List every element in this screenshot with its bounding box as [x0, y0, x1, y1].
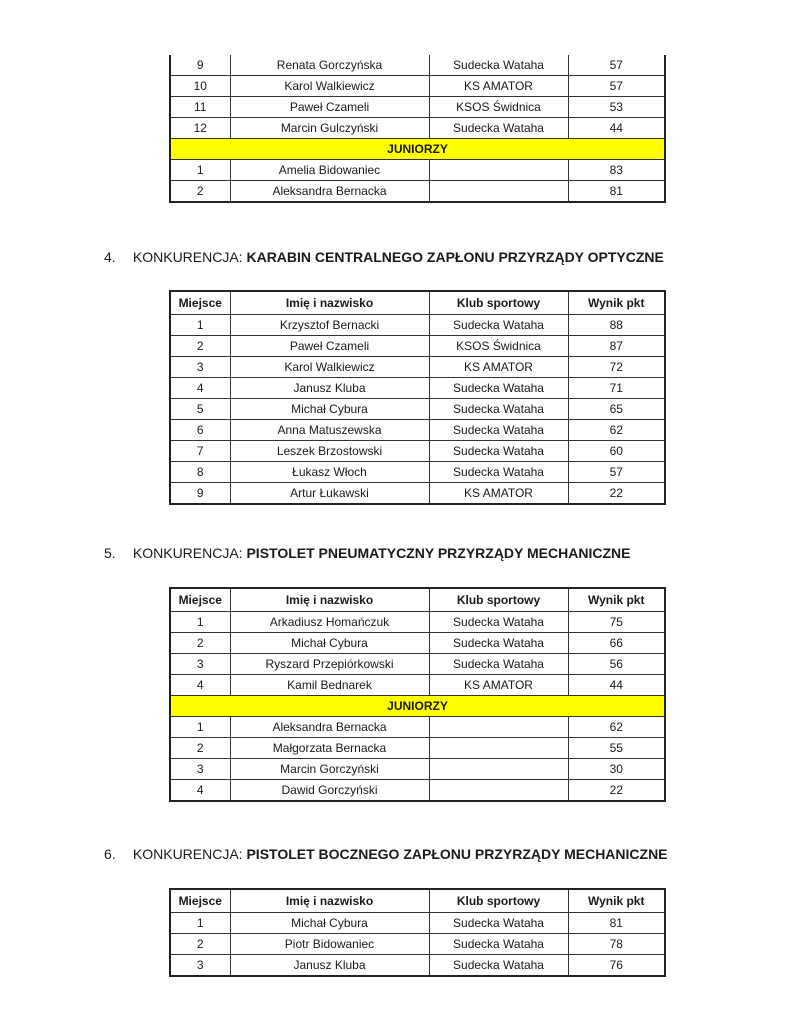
table-row	[170, 118, 665, 139]
cell-place: 2	[170, 633, 230, 654]
header-row	[170, 889, 665, 913]
column-header-name: Imię i nazwisko	[230, 291, 429, 315]
table-row	[170, 357, 665, 378]
cell-score: 55	[568, 738, 665, 759]
cell-name: Kamil Bednarek	[230, 675, 429, 696]
cell-place: 6	[170, 420, 230, 441]
cell-name: Paweł Czameli	[230, 336, 429, 357]
results-table-continued	[169, 55, 666, 203]
table-row	[170, 160, 665, 181]
cell-place: 5	[170, 399, 230, 420]
column-header-score: Wynik pkt	[568, 588, 665, 612]
cell-score: 60	[568, 441, 665, 462]
cell-name: Michał Cybura	[230, 633, 429, 654]
table-row	[170, 759, 665, 780]
table-row	[170, 913, 665, 934]
cell-score: 22	[568, 483, 665, 505]
cell-place: 3	[170, 654, 230, 675]
cell-name: Marcin Gorczyński	[230, 759, 429, 780]
cell-place: 3	[170, 759, 230, 780]
cell-place: 9	[170, 483, 230, 505]
cell-club: KS AMATOR	[429, 483, 568, 505]
cell-name: Paweł Czameli	[230, 97, 429, 118]
cell-name: Marcin Gulczyński	[230, 118, 429, 139]
cell-club: Sudecka Wataha	[429, 612, 568, 633]
cell-score: 62	[568, 717, 665, 738]
cell-name: Janusz Kluba	[230, 955, 429, 977]
table-row	[170, 76, 665, 97]
table-row	[170, 399, 665, 420]
cell-score: 88	[568, 315, 665, 336]
cell-name: Michał Cybura	[230, 399, 429, 420]
cell-place: 2	[170, 738, 230, 759]
cell-score: 57	[568, 76, 665, 97]
results-table-6	[169, 888, 666, 977]
cell-score: 83	[568, 160, 665, 181]
column-header-club: Klub sportowy	[429, 291, 568, 315]
cell-place: 4	[170, 675, 230, 696]
column-header-name: Imię i nazwisko	[230, 889, 429, 913]
cell-name: Leszek Brzostowski	[230, 441, 429, 462]
cell-club: Sudecka Wataha	[429, 118, 568, 139]
cell-name: Małgorzata Bernacka	[230, 738, 429, 759]
section-title: PISTOLET PNEUMATYCZNY PRZYRZĄDY MECHANICZNE	[246, 545, 631, 561]
table-row	[170, 441, 665, 462]
cell-score: 66	[568, 633, 665, 654]
column-header-club: Klub sportowy	[429, 588, 568, 612]
cell-club: Sudecka Wataha	[429, 441, 568, 462]
cell-name: Janusz Kluba	[230, 378, 429, 399]
cell-name: Arkadiusz Homańczuk	[230, 612, 429, 633]
cell-club	[429, 780, 568, 802]
cell-club: Sudecka Wataha	[429, 315, 568, 336]
cell-name: Piotr Bidowaniec	[230, 934, 429, 955]
cell-place: 8	[170, 462, 230, 483]
cell-score: 81	[568, 913, 665, 934]
juniors-label: JUNIORZY	[170, 696, 665, 717]
juniors-band	[170, 696, 665, 717]
cell-name: Łukasz Włoch	[230, 462, 429, 483]
cell-name: Aleksandra Bernacka	[230, 181, 429, 203]
table-row	[170, 315, 665, 336]
section-number: 6.	[104, 846, 116, 862]
section-number: 5.	[104, 545, 116, 561]
cell-club: KS AMATOR	[429, 357, 568, 378]
table-row	[170, 378, 665, 399]
cell-score: 65	[568, 399, 665, 420]
column-header-score: Wynik pkt	[568, 889, 665, 913]
juniors-label: JUNIORZY	[170, 139, 665, 160]
cell-score: 44	[568, 118, 665, 139]
cell-score: 53	[568, 97, 665, 118]
cell-club: Sudecka Wataha	[429, 913, 568, 934]
table-row	[170, 738, 665, 759]
cell-place: 2	[170, 336, 230, 357]
results-table-4	[169, 290, 666, 505]
cell-club: Sudecka Wataha	[429, 654, 568, 675]
cell-place: 7	[170, 441, 230, 462]
cell-name: Michał Cybura	[230, 913, 429, 934]
cell-place: 3	[170, 357, 230, 378]
cell-place: 4	[170, 378, 230, 399]
table-row	[170, 934, 665, 955]
cell-club	[429, 717, 568, 738]
cell-place: 11	[170, 97, 230, 118]
cell-score: 56	[568, 654, 665, 675]
cell-score: 78	[568, 934, 665, 955]
cell-score: 62	[568, 420, 665, 441]
cell-club: Sudecka Wataha	[429, 378, 568, 399]
cell-club: Sudecka Wataha	[429, 934, 568, 955]
juniors-band	[170, 139, 665, 160]
cell-club	[429, 160, 568, 181]
cell-score: 22	[568, 780, 665, 802]
cell-club: Sudecka Wataha	[429, 462, 568, 483]
column-header-club: Klub sportowy	[429, 889, 568, 913]
cell-club	[429, 738, 568, 759]
cell-name: Renata Gorczyńska	[230, 55, 429, 76]
cell-place: 12	[170, 118, 230, 139]
cell-place: 4	[170, 780, 230, 802]
cell-name: Amelia Bidowaniec	[230, 160, 429, 181]
cell-name: Karol Walkiewicz	[230, 76, 429, 97]
cell-place: 2	[170, 934, 230, 955]
cell-club: Sudecka Wataha	[429, 55, 568, 76]
table-row	[170, 780, 665, 802]
cell-place: 1	[170, 160, 230, 181]
table-row	[170, 955, 665, 977]
results-table-5	[169, 587, 666, 802]
cell-score: 76	[568, 955, 665, 977]
cell-club: Sudecka Wataha	[429, 633, 568, 654]
table-row	[170, 462, 665, 483]
cell-place: 10	[170, 76, 230, 97]
cell-club: KSOS Świdnica	[429, 336, 568, 357]
table-row	[170, 55, 665, 76]
table-row	[170, 336, 665, 357]
cell-score: 72	[568, 357, 665, 378]
cell-club	[429, 759, 568, 780]
section-prefix: KONKURENCJA:	[132, 545, 243, 561]
cell-score: 75	[568, 612, 665, 633]
table-row	[170, 420, 665, 441]
cell-name: Dawid Gorczyński	[230, 780, 429, 802]
section-prefix: KONKURENCJA:	[132, 249, 243, 265]
cell-score: 71	[568, 378, 665, 399]
table-row	[170, 654, 665, 675]
table-row	[170, 97, 665, 118]
cell-club: KS AMATOR	[429, 675, 568, 696]
cell-score: 44	[568, 675, 665, 696]
section-number: 4.	[104, 249, 116, 265]
cell-place: 1	[170, 612, 230, 633]
section-title: KARABIN CENTRALNEGO ZAPŁONU PRZYRZĄDY OPTYCZNE	[246, 249, 664, 265]
table-row	[170, 181, 665, 203]
cell-place: 1	[170, 913, 230, 934]
cell-place: 1	[170, 717, 230, 738]
cell-name: Anna Matuszewska	[230, 420, 429, 441]
column-header-place: Miejsce	[170, 889, 230, 913]
cell-club: KS AMATOR	[429, 76, 568, 97]
table-row	[170, 633, 665, 654]
section-heading-4	[104, 249, 664, 265]
column-header-name: Imię i nazwisko	[230, 588, 429, 612]
cell-name: Aleksandra Bernacka	[230, 717, 429, 738]
section-prefix: KONKURENCJA:	[132, 846, 243, 862]
cell-place: 2	[170, 181, 230, 203]
table-row	[170, 483, 665, 505]
cell-place: 3	[170, 955, 230, 977]
column-header-place: Miejsce	[170, 588, 230, 612]
table-row	[170, 612, 665, 633]
cell-score: 87	[568, 336, 665, 357]
column-header-place: Miejsce	[170, 291, 230, 315]
cell-club: Sudecka Wataha	[429, 420, 568, 441]
section-title: PISTOLET BOCZNEGO ZAPŁONU PRZYRZĄDY MECHANICZNE	[246, 846, 668, 862]
cell-score: 57	[568, 462, 665, 483]
cell-club	[429, 181, 568, 203]
header-row	[170, 291, 665, 315]
cell-place: 1	[170, 315, 230, 336]
column-header-score: Wynik pkt	[568, 291, 665, 315]
cell-club: KSOS Świdnica	[429, 97, 568, 118]
cell-score: 30	[568, 759, 665, 780]
section-heading-6	[104, 846, 668, 862]
cell-name: Artur Łukawski	[230, 483, 429, 505]
header-row	[170, 588, 665, 612]
cell-name: Ryszard Przepiórkowski	[230, 654, 429, 675]
cell-score: 57	[568, 55, 665, 76]
cell-club: Sudecka Wataha	[429, 399, 568, 420]
cell-score: 81	[568, 181, 665, 203]
cell-name: Karol Walkiewicz	[230, 357, 429, 378]
cell-name: Krzysztof Bernacki	[230, 315, 429, 336]
cell-club: Sudecka Wataha	[429, 955, 568, 977]
section-heading-5	[104, 545, 630, 561]
table-row	[170, 717, 665, 738]
cell-place: 9	[170, 55, 230, 76]
table-row	[170, 675, 665, 696]
